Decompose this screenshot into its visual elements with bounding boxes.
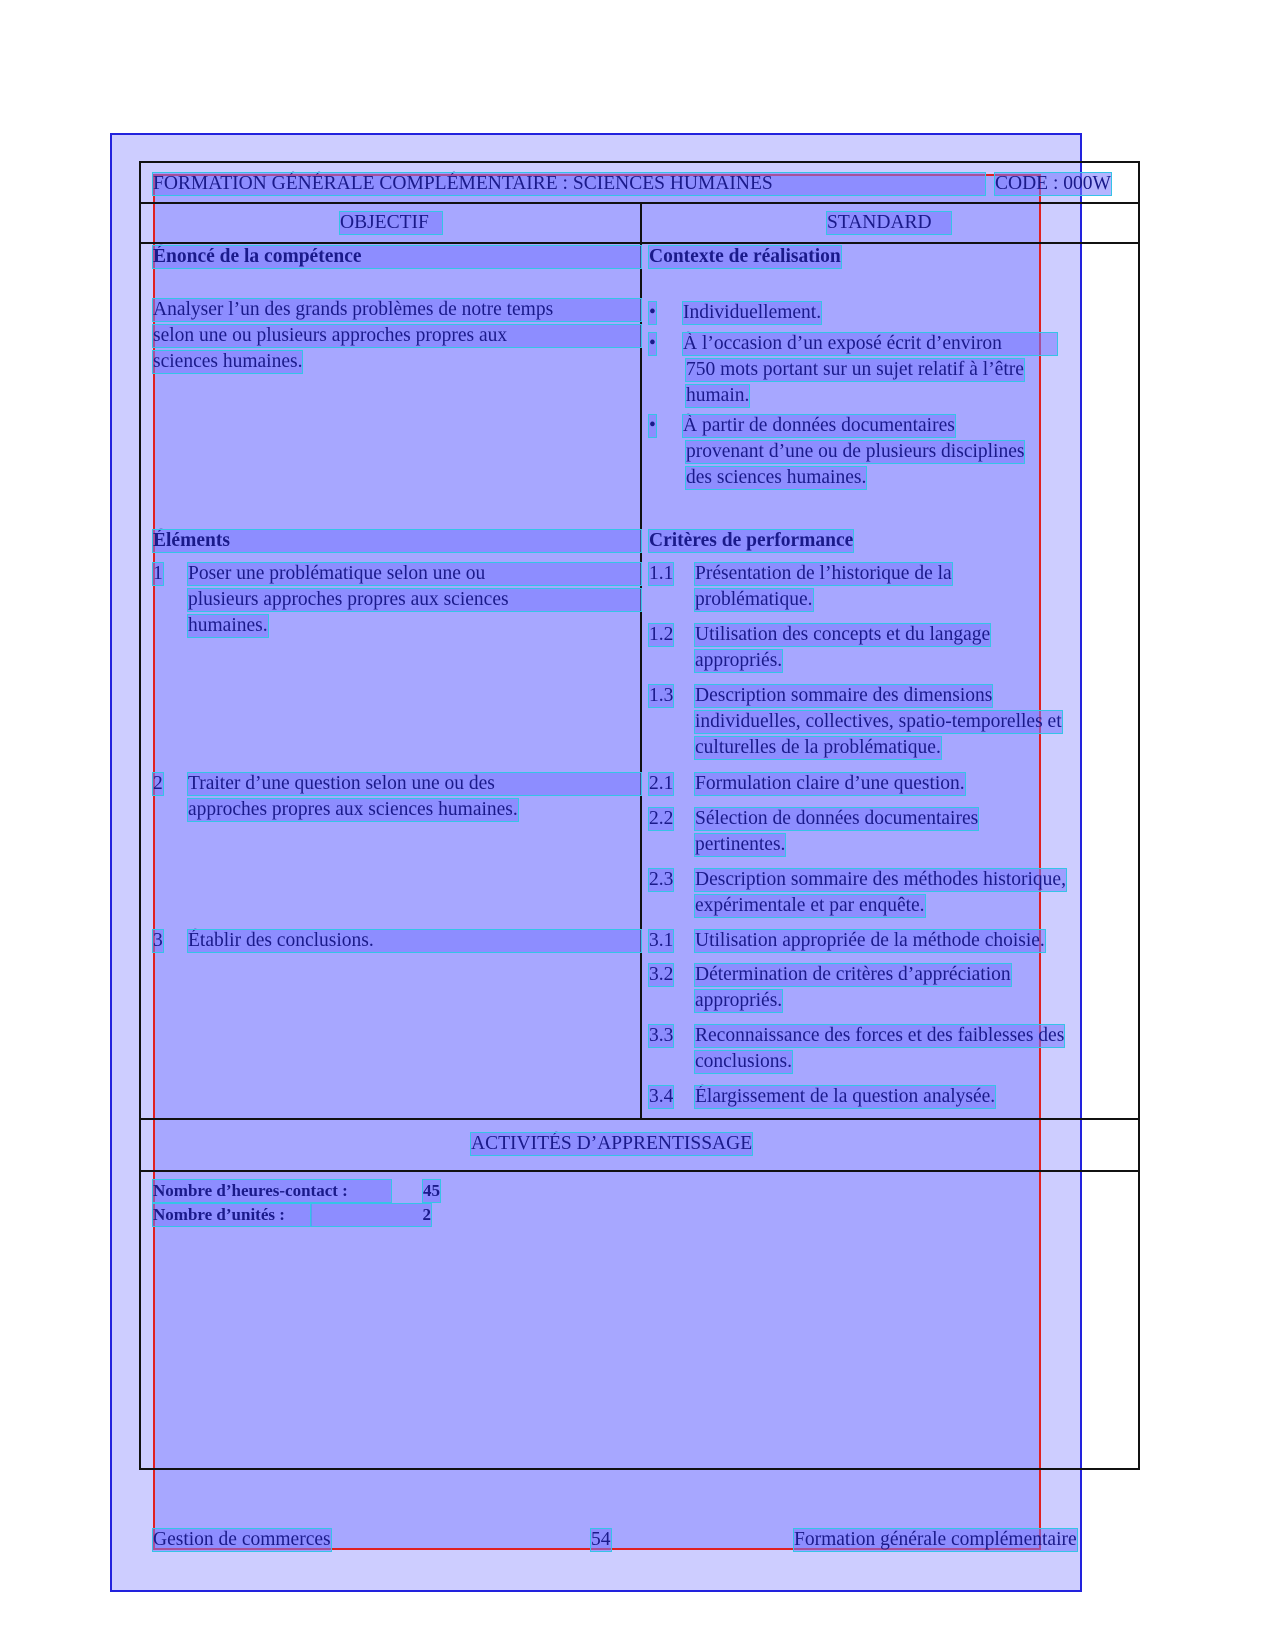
footer-left: Gestion de commerces: [153, 1529, 331, 1550]
column-header-objectif: OBJECTIF: [340, 212, 442, 234]
element-line: approches propres aux sciences humaines.: [188, 799, 518, 820]
table-border-right: [1138, 161, 1140, 1470]
unites-value: 2: [311, 1204, 431, 1226]
critere-number: 1.2: [649, 624, 674, 645]
page-number: 54: [591, 1529, 611, 1550]
contexte-item-line: À l’occasion d’un exposé écrit d’environ: [683, 333, 1057, 355]
critere-line: appropriés.: [695, 650, 783, 671]
contexte-bullet: •: [649, 415, 656, 436]
critere-number: 3.2: [649, 964, 674, 985]
critere-number: 1.1: [649, 563, 674, 584]
critere-line: culturelles de la problématique.: [695, 737, 941, 758]
critere-line: conclusions.: [695, 1051, 792, 1072]
table-rule-top: [139, 161, 1140, 163]
critere-line: individuelles, collectives, spatio-temporelles et: [695, 711, 1062, 732]
table-rule-activites-top: [139, 1118, 1140, 1120]
enonce-line: Analyser l’un des grands problèmes de notre temps: [153, 299, 641, 321]
element-line: plusieurs approches propres aux sciences: [188, 589, 641, 611]
element-number: 1: [153, 563, 163, 584]
column-header-standard: STANDARD: [827, 212, 951, 234]
critere-line: Utilisation des concepts et du langage: [695, 624, 991, 645]
contexte-item-line: humain.: [686, 385, 750, 406]
footer-right: Formation générale complémentaire: [794, 1529, 1077, 1550]
contexte-item-line: des sciences humaines.: [686, 467, 867, 488]
critere-line: Sélection de données documentaires: [695, 808, 979, 829]
critere-number: 3.4: [649, 1086, 674, 1107]
critere-line: problématique.: [695, 589, 813, 610]
contexte-bullet: •: [649, 333, 656, 354]
critere-line: Description sommaire des méthodes historique,: [695, 869, 1066, 890]
critere-number: 3.3: [649, 1025, 674, 1046]
contexte-bullet: •: [649, 302, 656, 323]
activites-heading: ACTIVITÉS D’APPRENTISSAGE: [471, 1133, 753, 1154]
element-line: humaines.: [188, 615, 268, 636]
critere-line: Formulation claire d’une question.: [695, 773, 965, 794]
element-line: Poser une problématique selon une ou: [188, 563, 641, 585]
form-title: FORMATION GÉNÉRALE COMPLÉMENTAIRE : SCIENCES HUMAINES: [153, 173, 985, 195]
heures-value: 45: [423, 1181, 440, 1200]
element-line: Traiter d’une question selon une ou des: [188, 773, 641, 795]
table-rule-bottom: [139, 1468, 1140, 1470]
element-number: 3: [153, 930, 163, 951]
critere-number: 1.3: [649, 685, 674, 706]
contexte-heading: Contexte de réalisation: [649, 246, 841, 267]
critere-line: expérimentale et par enquête.: [695, 895, 925, 916]
critere-number: 2.3: [649, 869, 674, 890]
enonce-line: selon une ou plusieurs approches propres aux: [153, 325, 641, 347]
critere-line: Détermination de critères d’appréciation: [695, 964, 1011, 985]
contexte-item-line: À partir de données documentaires: [683, 415, 955, 436]
criteres-heading: Critères de performance: [649, 530, 854, 551]
enonce-line: sciences humaines.: [153, 351, 303, 372]
contexte-item-line: Individuellement.: [683, 302, 822, 323]
critere-line: Description sommaire des dimensions: [695, 685, 993, 706]
critere-line: Élargissement de la question analysée.: [695, 1086, 996, 1107]
critere-number: 3.1: [649, 930, 674, 951]
critere-number: 2.1: [649, 773, 674, 794]
table-border-left: [139, 161, 141, 1470]
form-code: CODE : 000W: [995, 173, 1111, 194]
critere-line: Présentation de l’historique de la: [695, 563, 952, 584]
contexte-item-line: 750 mots portant sur un sujet relatif à l’être: [686, 359, 1024, 380]
critere-line: pertinentes.: [695, 834, 786, 855]
critere-line: Utilisation appropriée de la méthode choisie.: [695, 930, 1045, 951]
critere-number: 2.2: [649, 808, 674, 829]
unites-label: Nombre d’unités :: [153, 1204, 311, 1226]
element-line: Établir des conclusions.: [188, 930, 641, 952]
element-number: 2: [153, 773, 163, 794]
contexte-item-line: provenant d’une ou de plusieurs disciplines: [686, 441, 1025, 462]
critere-line: Reconnaissance des forces et des faiblesses des: [695, 1025, 1065, 1046]
table-rule-activites-bottom: [139, 1170, 1140, 1172]
critere-line: appropriés.: [695, 990, 783, 1011]
elements-heading: Éléments: [153, 530, 641, 552]
heures-label: Nombre d’heures-contact :: [153, 1180, 391, 1202]
enonce-heading: Énoncé de la compétence: [153, 246, 641, 268]
